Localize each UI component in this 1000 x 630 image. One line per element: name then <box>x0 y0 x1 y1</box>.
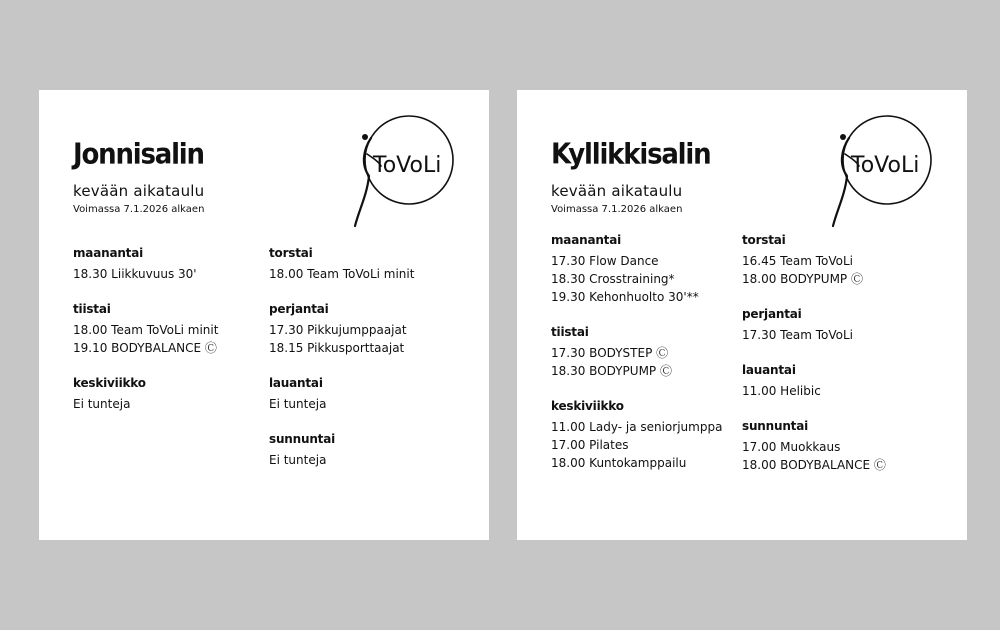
schedule-column-1 <box>73 246 268 432</box>
day-name: maanantai <box>73 246 144 260</box>
day-block <box>73 376 268 413</box>
day-name: sunnuntai <box>742 419 809 433</box>
day-name: torstai <box>269 246 313 260</box>
validity-note: Voimassa 7.1.2026 alkaen <box>551 204 683 215</box>
day-name: lauantai <box>742 363 796 377</box>
session-item: Ei tunteja <box>269 453 327 467</box>
day-name: tiistai <box>73 302 111 316</box>
day-block <box>742 363 937 400</box>
session-item: 18.30 Crosstraining* <box>551 272 675 286</box>
schedule-column-2 <box>742 233 937 493</box>
day-name: torstai <box>742 233 786 247</box>
hall-title: Kyllikkisalin <box>551 138 711 171</box>
day-block <box>269 376 464 413</box>
session-item: 17.30 Pikkujumppaajat <box>269 323 407 337</box>
day-block <box>269 302 464 357</box>
logo-text: ToVoLi <box>851 153 920 178</box>
day-name: perjantai <box>269 302 329 316</box>
session-item: 16.45 Team ToVoLi <box>742 254 853 268</box>
day-block <box>742 419 937 474</box>
schedule-subtitle: kevään aikataulu <box>551 182 683 200</box>
session-item: 18.00 BODYBALANCE Ⓒ <box>742 458 886 472</box>
session-item: 17.30 BODYSTEP Ⓒ <box>551 346 669 360</box>
session-item: 17.30 Flow Dance <box>551 254 659 268</box>
session-item: 18.00 Team ToVoLi minit <box>73 323 219 337</box>
schedule-card-kyllikkisali <box>517 90 967 540</box>
day-block <box>551 325 746 380</box>
day-block <box>269 246 464 283</box>
day-block <box>269 432 464 469</box>
day-name: tiistai <box>551 325 589 339</box>
session-item: Ei tunteja <box>73 397 131 411</box>
session-item: 17.00 Muokkaus <box>742 440 841 454</box>
hall-title: Jonnisalin <box>73 138 204 171</box>
session-item: 18.30 BODYPUMP Ⓒ <box>551 364 672 378</box>
day-name: maanantai <box>551 233 622 247</box>
day-name: keskiviikko <box>551 399 624 413</box>
logo-text: ToVoLi <box>373 153 442 178</box>
session-item: 18.00 BODYPUMP Ⓒ <box>742 272 863 286</box>
session-item: 19.30 Kehonhuolto 30'** <box>551 290 699 304</box>
session-item: 18.00 Kuntokamppailu <box>551 456 687 470</box>
schedule-column-2 <box>269 246 464 488</box>
day-block <box>551 233 746 306</box>
schedule-column-1 <box>551 233 746 491</box>
day-name: keskiviikko <box>73 376 146 390</box>
day-block <box>73 302 268 357</box>
validity-note: Voimassa 7.1.2026 alkaen <box>73 204 205 215</box>
session-item: 11.00 Lady- ja seniorjumppa <box>551 420 723 434</box>
tovoli-logo <box>829 110 939 232</box>
schedule-subtitle: kevään aikataulu <box>73 182 205 200</box>
session-item: 17.30 Team ToVoLi <box>742 328 853 342</box>
day-block <box>742 233 937 288</box>
tovoli-logo <box>351 110 461 232</box>
session-item: 18.00 Team ToVoLi minit <box>269 267 415 281</box>
session-item: 19.10 BODYBALANCE Ⓒ <box>73 341 217 355</box>
day-block <box>551 399 746 472</box>
session-item: 17.00 Pilates <box>551 438 629 452</box>
day-name: sunnuntai <box>269 432 336 446</box>
session-item: 11.00 Helibic <box>742 384 821 398</box>
day-block <box>73 246 268 283</box>
session-item: 18.30 Liikkuvuus 30' <box>73 267 197 281</box>
schedule-card-jonnisali <box>39 90 489 540</box>
session-item: 18.15 Pikkusporttaajat <box>269 341 405 355</box>
session-item: Ei tunteja <box>269 397 327 411</box>
day-block <box>742 307 937 344</box>
day-name: perjantai <box>742 307 802 321</box>
day-name: lauantai <box>269 376 323 390</box>
